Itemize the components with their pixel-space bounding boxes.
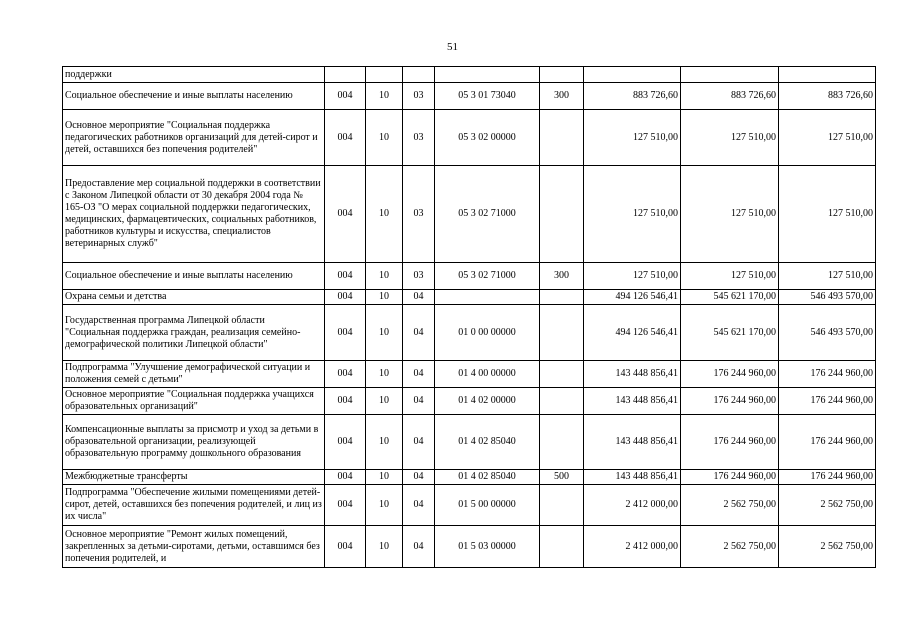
- cell-target: 05 3 02 00000: [435, 110, 540, 166]
- cell-sum-2: 176 244 960,00: [681, 361, 779, 388]
- cell-expense-type: [540, 361, 584, 388]
- cell-section: 10: [366, 470, 403, 485]
- cell-ministry: 004: [325, 388, 366, 415]
- cell-target: 01 4 02 85040: [435, 470, 540, 485]
- cell-sum-3: 883 726,60: [779, 83, 876, 110]
- cell-sum-2: [681, 67, 779, 83]
- cell-sum-3: 176 244 960,00: [779, 415, 876, 470]
- table-row: [63, 110, 876, 166]
- cell-sum-2: 127 510,00: [681, 263, 779, 290]
- cell-target: 01 0 00 00000: [435, 305, 540, 361]
- cell-subsection: 03: [403, 166, 435, 263]
- table-row: [63, 470, 876, 485]
- cell-sum-3: 2 562 750,00: [779, 485, 876, 526]
- cell-target: 05 3 02 71000: [435, 263, 540, 290]
- cell-expense-type: [540, 388, 584, 415]
- cell-sum-1: [584, 67, 681, 83]
- cell-subsection: 04: [403, 388, 435, 415]
- cell-name: Основное мероприятие "Ремонт жилых помещений, закрепленных за детьми-сиротами, детьми, оставшимся без попечения родителей, и: [63, 526, 325, 568]
- cell-target: 05 3 01 73040: [435, 83, 540, 110]
- cell-subsection: 03: [403, 263, 435, 290]
- cell-expense-type: [540, 110, 584, 166]
- cell-ministry: 004: [325, 470, 366, 485]
- cell-sum-1: 883 726,60: [584, 83, 681, 110]
- table-row: [63, 83, 876, 110]
- cell-sum-2: 2 562 750,00: [681, 485, 779, 526]
- cell-sum-1: 127 510,00: [584, 110, 681, 166]
- cell-ministry: 004: [325, 83, 366, 110]
- cell-ministry: 004: [325, 290, 366, 305]
- cell-sum-3: [779, 67, 876, 83]
- cell-section: 10: [366, 361, 403, 388]
- cell-section: 10: [366, 388, 403, 415]
- cell-subsection: 03: [403, 110, 435, 166]
- cell-sum-3: 546 493 570,00: [779, 305, 876, 361]
- cell-sum-2: 176 244 960,00: [681, 415, 779, 470]
- table-row: [63, 485, 876, 526]
- cell-sum-1: 143 448 856,41: [584, 361, 681, 388]
- cell-name: Основное мероприятие "Социальная поддержка учащихся образовательных организаций": [63, 388, 325, 415]
- cell-subsection: 04: [403, 290, 435, 305]
- table-row: [63, 388, 876, 415]
- table-row: [63, 166, 876, 263]
- cell-sum-2: 176 244 960,00: [681, 388, 779, 415]
- cell-target: [435, 290, 540, 305]
- cell-subsection: 04: [403, 305, 435, 361]
- table-row: [63, 361, 876, 388]
- cell-expense-type: [540, 415, 584, 470]
- cell-target: [435, 67, 540, 83]
- cell-section: 10: [366, 110, 403, 166]
- table-row: [63, 290, 876, 305]
- page-number: 51: [447, 41, 458, 53]
- cell-ministry: 004: [325, 166, 366, 263]
- cell-name: Предоставление мер социальной поддержки в соответствии с Законом Липецкой области от 30 декабря 2004 года № 165-ОЗ "О мерах социальной поддержки педагогических, медицинских, фармацевтических, социальных работников, работников культуры и искусства, специалистов ветеринарных служб": [63, 166, 325, 263]
- cell-ministry: 004: [325, 305, 366, 361]
- cell-name: Социальное обеспечение и иные выплаты населению: [63, 263, 325, 290]
- cell-sum-3: 176 244 960,00: [779, 361, 876, 388]
- cell-subsection: 03: [403, 83, 435, 110]
- cell-subsection: 04: [403, 526, 435, 568]
- cell-name: Охрана семьи и детства: [63, 290, 325, 305]
- cell-sum-2: 883 726,60: [681, 83, 779, 110]
- cell-expense-type: [540, 166, 584, 263]
- cell-sum-1: 143 448 856,41: [584, 388, 681, 415]
- cell-sum-2: 176 244 960,00: [681, 470, 779, 485]
- cell-sum-3: 127 510,00: [779, 110, 876, 166]
- cell-sum-2: 127 510,00: [681, 110, 779, 166]
- table-body: [63, 67, 876, 568]
- table-row: [63, 67, 876, 83]
- cell-sum-3: 2 562 750,00: [779, 526, 876, 568]
- cell-ministry: 004: [325, 526, 366, 568]
- cell-sum-3: 127 510,00: [779, 263, 876, 290]
- cell-ministry: 004: [325, 485, 366, 526]
- cell-sum-1: 2 412 000,00: [584, 526, 681, 568]
- cell-name: Государственная программа Липецкой области "Социальная поддержка граждан, реализация семейно-демографической политики Липецкой области": [63, 305, 325, 361]
- cell-target: 01 5 00 00000: [435, 485, 540, 526]
- cell-name: Подпрограмма "Улучшение демографической ситуации и положения семей с детьми": [63, 361, 325, 388]
- cell-target: 01 5 03 00000: [435, 526, 540, 568]
- cell-name: Межбюджетные трансферты: [63, 470, 325, 485]
- cell-section: 10: [366, 485, 403, 526]
- cell-section: 10: [366, 290, 403, 305]
- cell-target: 01 4 00 00000: [435, 361, 540, 388]
- cell-sum-1: 127 510,00: [584, 166, 681, 263]
- cell-ministry: 004: [325, 415, 366, 470]
- cell-sum-2: 545 621 170,00: [681, 305, 779, 361]
- cell-target: 05 3 02 71000: [435, 166, 540, 263]
- cell-section: 10: [366, 526, 403, 568]
- cell-sum-3: 176 244 960,00: [779, 388, 876, 415]
- cell-sum-2: 2 562 750,00: [681, 526, 779, 568]
- table-row: [63, 415, 876, 470]
- cell-name: Подпрограмма "Обеспечение жилыми помещениями детей-сирот, детей, оставшихся без попечения родителей, и лиц из их числа": [63, 485, 325, 526]
- table-row: [63, 305, 876, 361]
- cell-sum-2: 127 510,00: [681, 166, 779, 263]
- cell-expense-type: [540, 67, 584, 83]
- cell-sum-1: 494 126 546,41: [584, 290, 681, 305]
- cell-sum-3: 127 510,00: [779, 166, 876, 263]
- cell-sum-3: 546 493 570,00: [779, 290, 876, 305]
- cell-ministry: 004: [325, 361, 366, 388]
- cell-expense-type: [540, 290, 584, 305]
- cell-sum-1: 143 448 856,41: [584, 470, 681, 485]
- cell-sum-1: 2 412 000,00: [584, 485, 681, 526]
- cell-expense-type: [540, 305, 584, 361]
- cell-expense-type: [540, 526, 584, 568]
- table-row: [63, 263, 876, 290]
- cell-ministry: 004: [325, 263, 366, 290]
- cell-section: 10: [366, 166, 403, 263]
- cell-section: 10: [366, 263, 403, 290]
- cell-subsection: 04: [403, 415, 435, 470]
- cell-section: 10: [366, 305, 403, 361]
- cell-subsection: 04: [403, 361, 435, 388]
- cell-name: Социальное обеспечение и иные выплаты населению: [63, 83, 325, 110]
- cell-sum-1: 127 510,00: [584, 263, 681, 290]
- cell-expense-type: [540, 485, 584, 526]
- cell-sum-1: 143 448 856,41: [584, 415, 681, 470]
- cell-sum-2: 545 621 170,00: [681, 290, 779, 305]
- cell-target: 01 4 02 85040: [435, 415, 540, 470]
- cell-name: Компенсационные выплаты за присмотр и уход за детьми в образовательной организации, реализующей образовательную программу дошкольного образования: [63, 415, 325, 470]
- cell-subsection: 04: [403, 470, 435, 485]
- cell-subsection: [403, 67, 435, 83]
- cell-sum-3: 176 244 960,00: [779, 470, 876, 485]
- cell-section: [366, 67, 403, 83]
- cell-ministry: 004: [325, 110, 366, 166]
- cell-section: 10: [366, 415, 403, 470]
- budget-table: [62, 66, 876, 568]
- cell-name: Основное мероприятие "Социальная поддержка педагогических работников организаций для детей-сирот и детей, оставшихся без попечения родителей": [63, 110, 325, 166]
- cell-ministry: [325, 67, 366, 83]
- cell-section: 10: [366, 83, 403, 110]
- cell-target: 01 4 02 00000: [435, 388, 540, 415]
- cell-expense-type: 300: [540, 263, 584, 290]
- cell-subsection: 04: [403, 485, 435, 526]
- cell-expense-type: 300: [540, 83, 584, 110]
- table-row: [63, 526, 876, 568]
- cell-expense-type: 500: [540, 470, 584, 485]
- cell-sum-1: 494 126 546,41: [584, 305, 681, 361]
- cell-name: поддержки: [63, 67, 325, 83]
